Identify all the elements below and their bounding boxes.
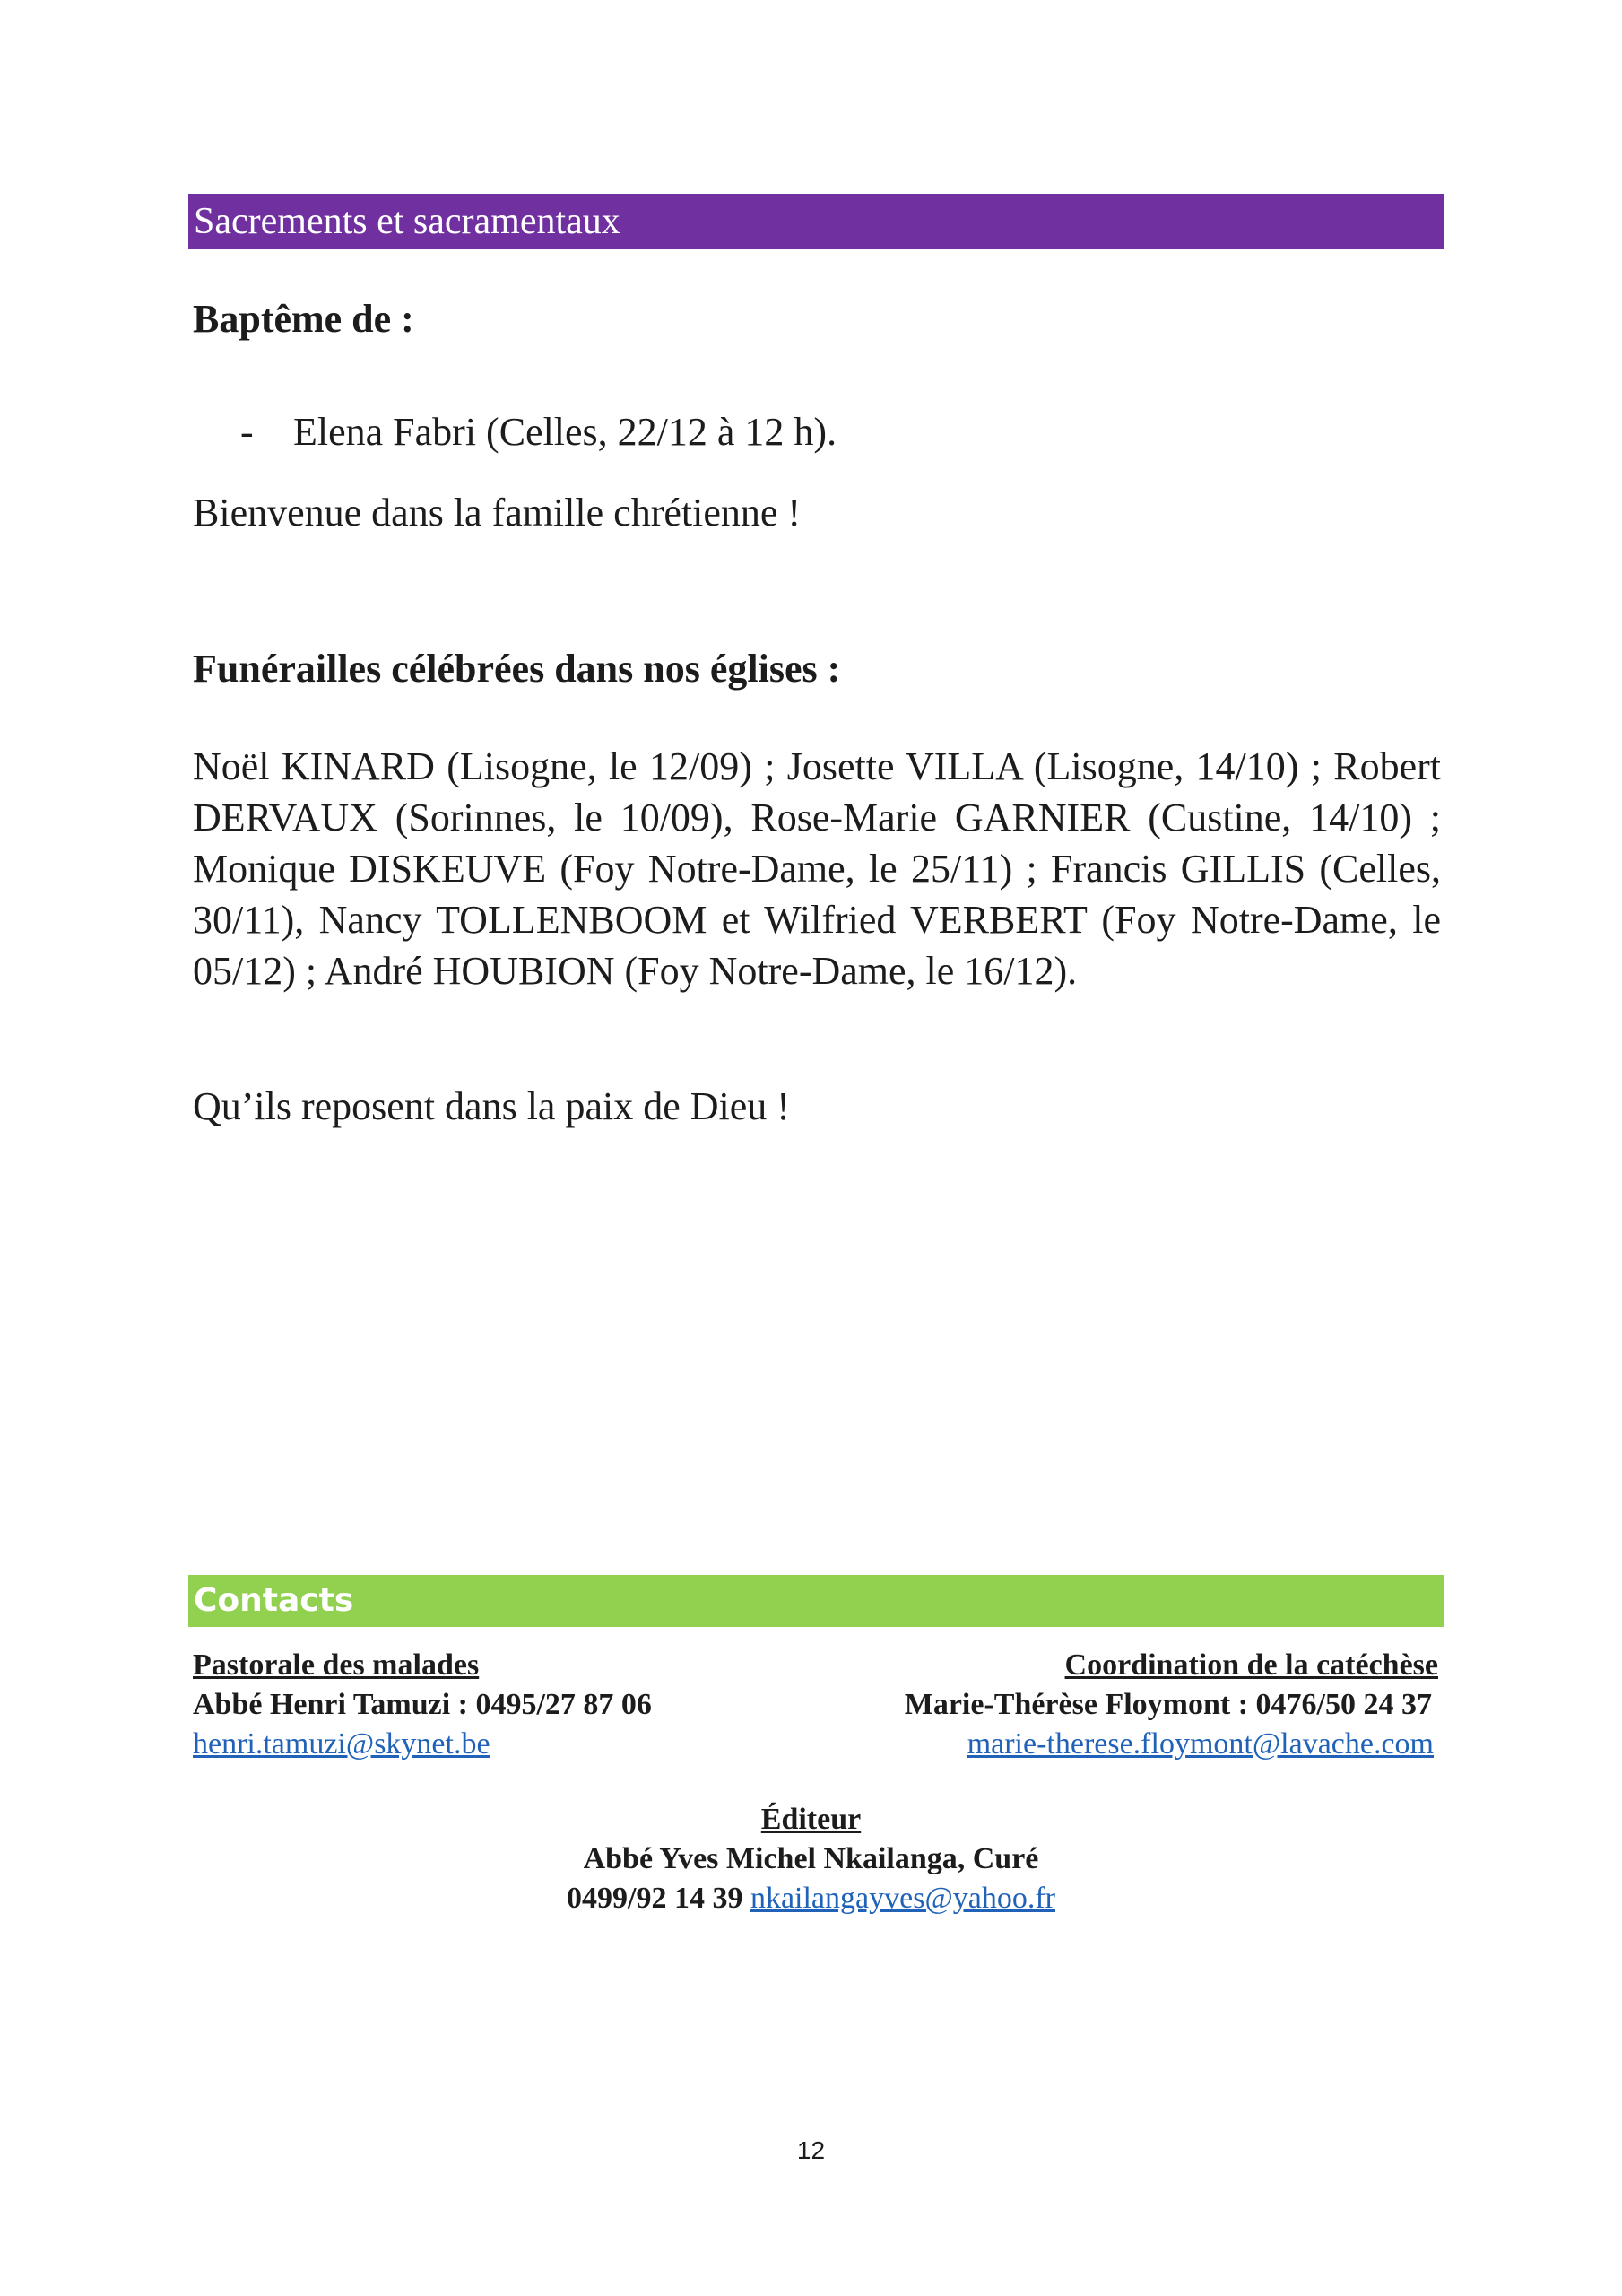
editeur-name: Abbé Yves Michel Nkailanga, Curé: [583, 1842, 1039, 1875]
page-number: 12: [796, 2136, 826, 2164]
pastorale-heading: Pastorale des malades: [193, 1648, 480, 1682]
pastorale-email-link[interactable]: henri.tamuzi@skynet.be: [193, 1727, 490, 1761]
bienvenue-text: Bienvenue dans la famille chrétienne !: [193, 491, 802, 535]
pastorale-contact: Abbé Henri Tamuzi : 0495/27 87 06: [193, 1688, 652, 1721]
catechese-email-link[interactable]: marie-therese.floymont@lavache.com: [967, 1727, 1434, 1761]
bapteme-item: Elena Fabri (Celles, 22/12 à 12 h).: [293, 410, 837, 454]
editeur-contact-line: [0, 1882, 1622, 1916]
editeur-phone: 0499/92 14 39: [567, 1882, 743, 1915]
section-title: Sacrements et sacramentaux: [194, 201, 620, 242]
section-header-contacts: [188, 1575, 1444, 1627]
funerailles-heading: Funérailles célébrées dans nos églises :: [193, 647, 841, 691]
bapteme-heading: Baptême de :: [193, 297, 414, 341]
section-header-sacrements: [188, 194, 1444, 249]
bullet-dash: -: [240, 410, 254, 454]
catechese-contact: Marie-Thérèse Floymont : 0476/50 24 37: [904, 1688, 1432, 1721]
repos-text: Qu’ils reposent dans la paix de Dieu !: [193, 1084, 790, 1128]
funerailles-list: Noël KINARD (Lisogne, le 12/09) ; Josette VILLA (Lisogne, 14/10) ; Robert DERVAUX (Sorinnes, le 10/09), Rose-Marie GARNIER (Custine, 14/10) ; Monique DISKEUVE (Foy Notre-Dame, le 25/11) ; Francis GILLIS (Celles, 30/11), Nancy TOLLENBOOM et Wilfried VERBERT (Foy Notre-Dame, le 05/12) ; André HOUBION (Foy Notre-Dame, le 16/12).: [193, 744, 1441, 993]
editeur-email-link[interactable]: nkailangayves@yahoo.fr: [750, 1882, 1055, 1915]
editeur-heading: Éditeur: [760, 1803, 862, 1836]
catechese-heading: Coordination de la catéchèse: [1064, 1648, 1438, 1682]
section-title: Contacts: [194, 1582, 354, 1619]
